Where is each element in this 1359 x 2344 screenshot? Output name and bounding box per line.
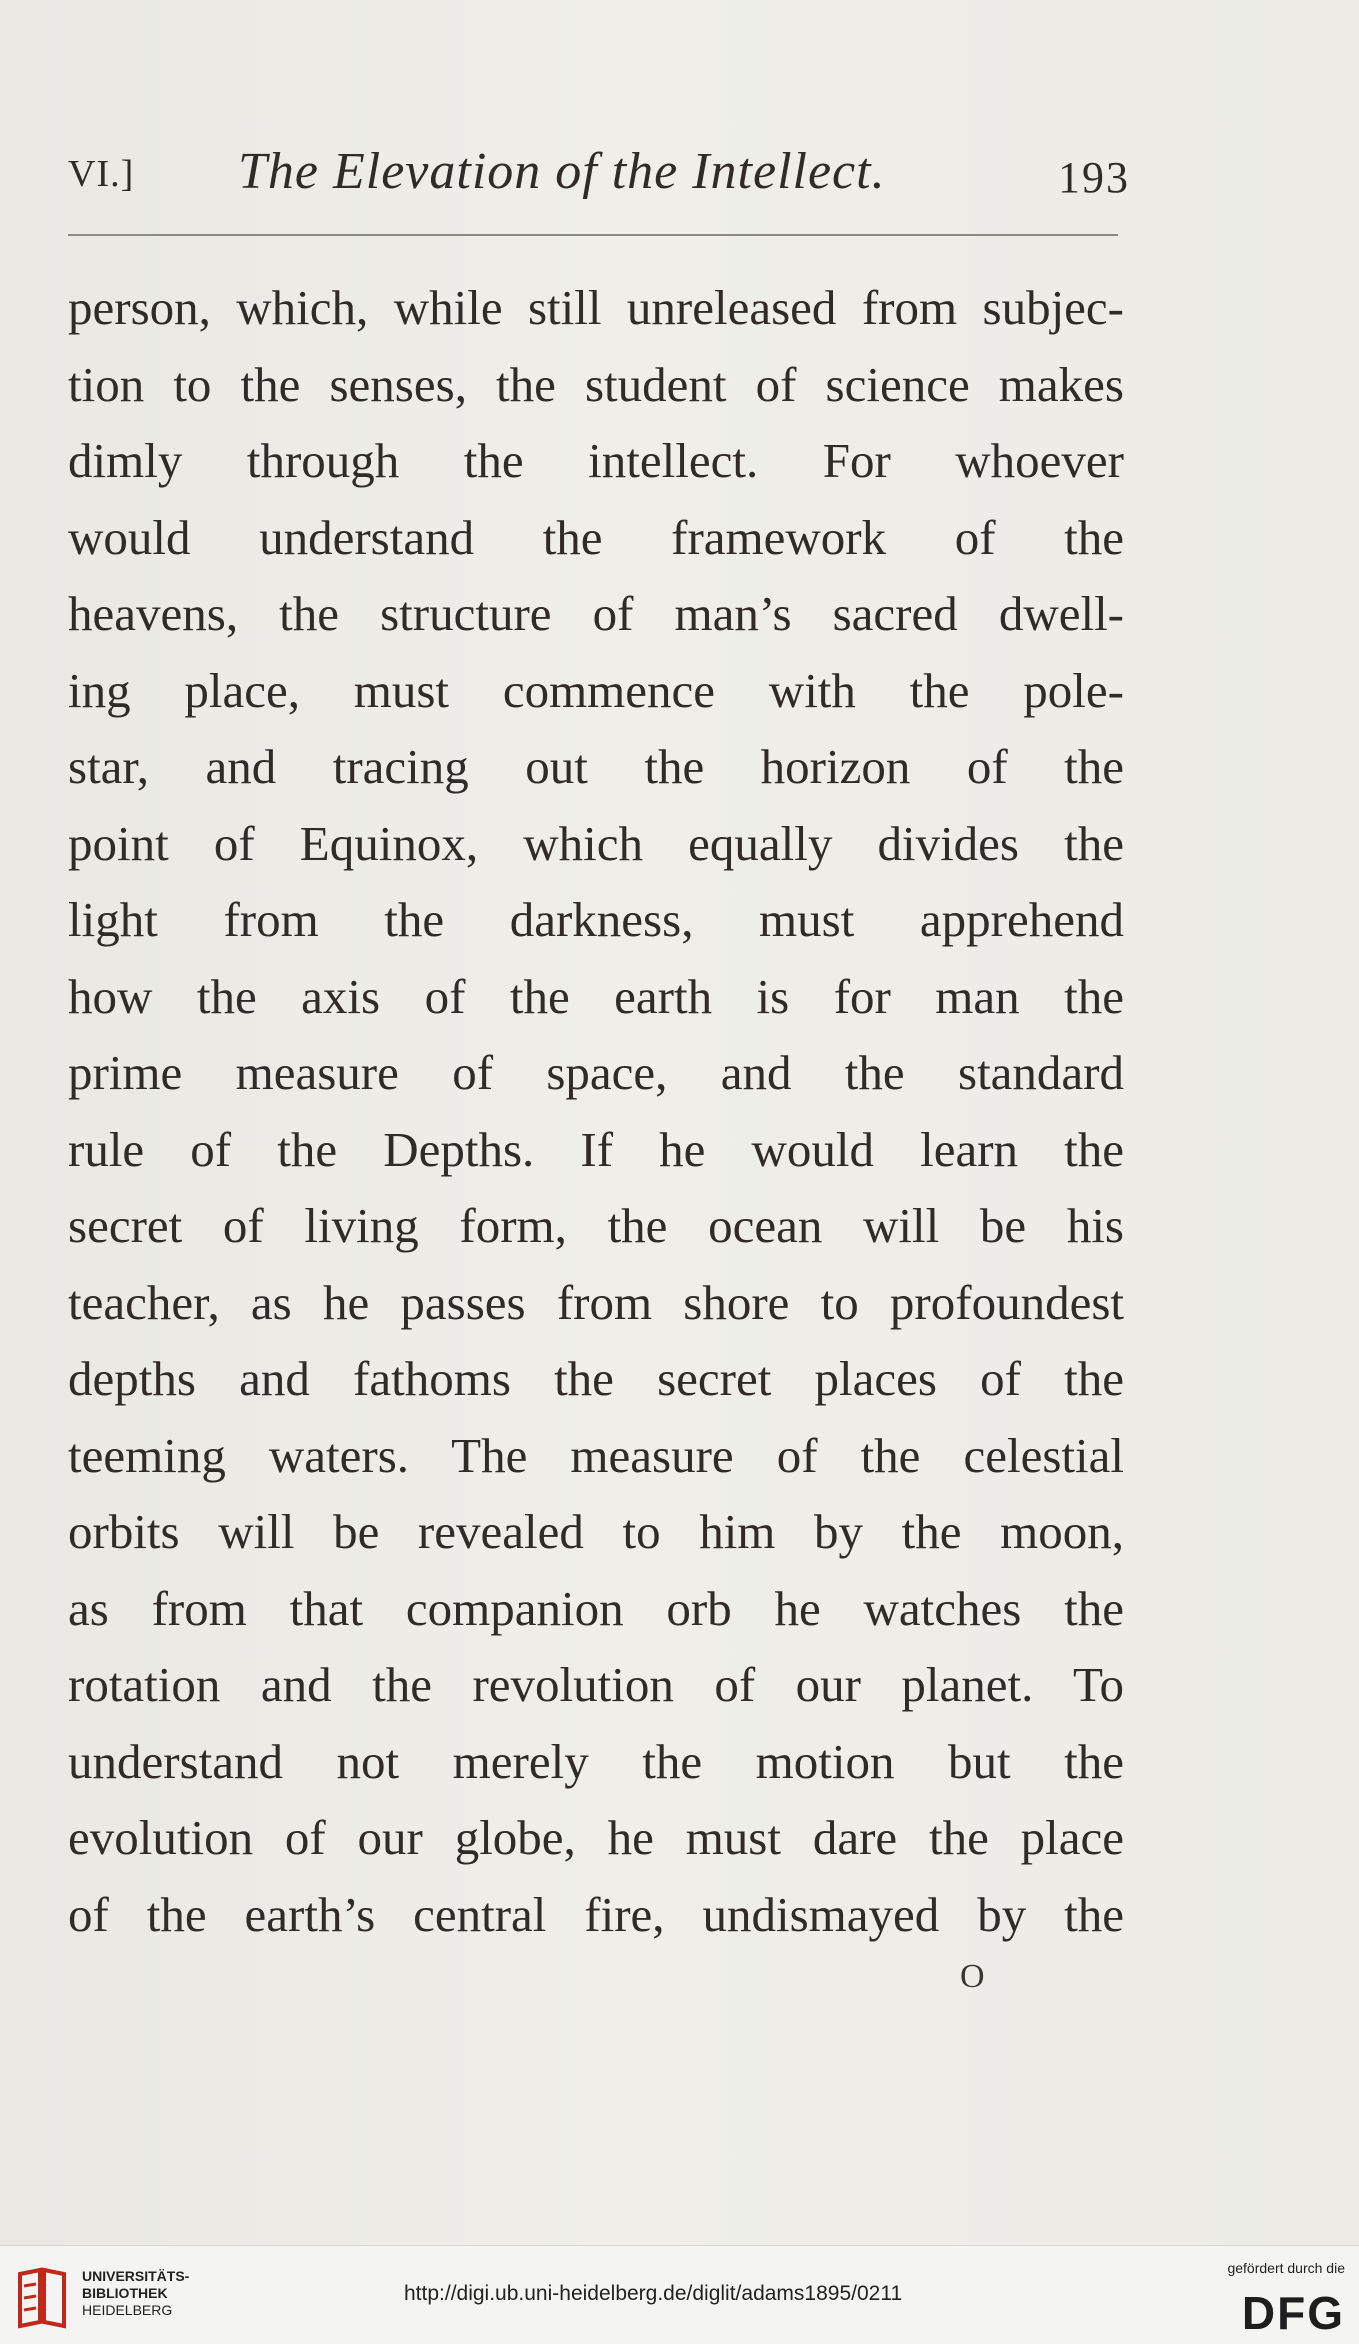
text-line: prime measure of space, and the standard [68,1045,1124,1100]
text-line: teacher, as he passes from shore to profoundest [68,1274,1124,1330]
chapter-number: VI.] [68,153,135,195]
signature-mark: O [960,1958,985,1995]
text-line: dimly through the intellect. For whoever [68,433,1124,488]
funder-caption: gefördert durch die [1227,2260,1345,2276]
text-line: understand not merely the motion but the [68,1733,1124,1789]
text-line: secret of living form, the ocean will be his [68,1198,1124,1253]
running-title: The Elevation of the Intellect. [238,143,886,200]
text-line: ing place, must commence with the pole- [68,662,1124,718]
text-line: point of Equinox, which equally divides the [68,815,1124,871]
institution-line: BIBLIOTHEK [82,2285,168,2301]
text-line: as from that companion orb he watches the [68,1580,1124,1636]
text-line: star, and tracing out the horizon of the [68,739,1124,794]
text-line: orbits will be revealed to him by the moon, [68,1504,1124,1559]
text-line: would understand the framework of the [68,509,1124,565]
text-line: teeming waters. The measure of the celestial [68,1427,1124,1483]
page-number: 193 [1058,153,1130,202]
text-line: rotation and the revolution of our planet. To [68,1657,1124,1712]
text-line: of the earth’s central fire, undismayed by the [68,1886,1124,1942]
running-head [68,142,1130,212]
text-line: depths and fathoms the secret places of the [68,1351,1124,1406]
permalink-url[interactable]: http://digi.ub.uni-heidelberg.de/diglit/adams1895/0211 [404,2282,903,2305]
text-line: person, which, while still unreleased from subjec- [68,280,1124,335]
institution-line: HEIDELBERG [82,2302,173,2318]
viewer-footer [0,2245,1359,2344]
body-text [68,270,1124,1953]
header-rule [68,234,1118,236]
text-line: light from the darkness, must apprehend [68,892,1124,947]
institution-line: UNIVERSITÄTS- [82,2268,190,2284]
text-line: tion to the senses, the student of science makes [68,356,1124,412]
text-line: heavens, the structure of man’s sacred dwell- [68,586,1124,641]
text-line: evolution of our globe, he must dare the place [68,1810,1124,1865]
dfg-logo: DFG [1241,2287,1345,2339]
text-line: how the axis of the earth is for man the [68,968,1124,1024]
institution-name [82,2268,189,2319]
university-logo-icon [14,2266,70,2330]
text-line: rule of the Depths. If he would learn the [68,1121,1124,1177]
